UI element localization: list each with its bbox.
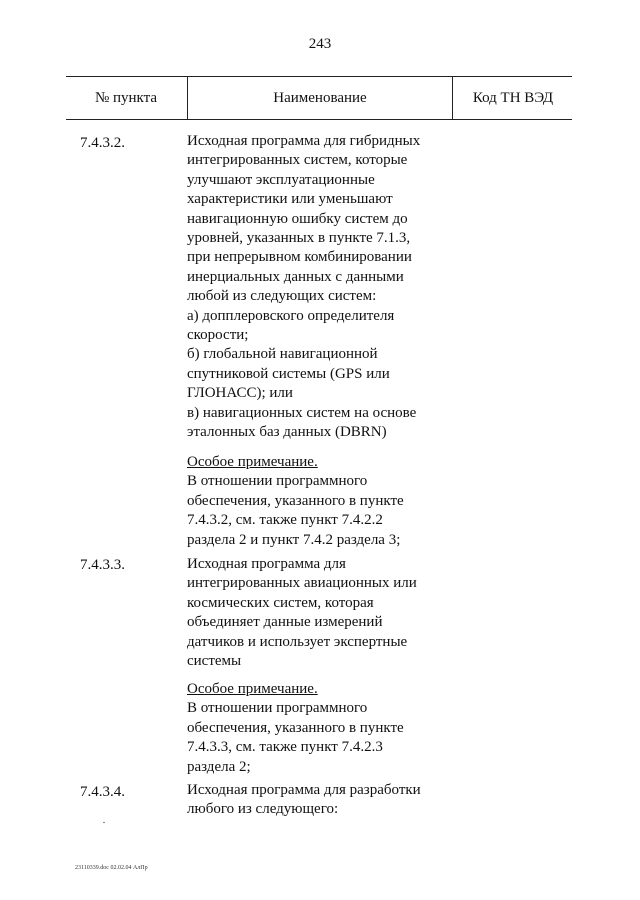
- special-note: [187, 680, 472, 777]
- note-line: раздела 2;: [187, 758, 251, 775]
- text-line: космических систем, которая: [187, 594, 374, 611]
- header-tnved-code: Код ТН ВЭД: [452, 77, 573, 119]
- text-line: инерциальных данных с данными: [187, 268, 404, 285]
- header-item-number: № пункта: [94, 90, 158, 106]
- scan-speck: [103, 822, 105, 823]
- entry-description: [187, 132, 472, 443]
- text-line: характеристики или уменьшают: [187, 191, 393, 208]
- text-line: системы: [187, 653, 242, 670]
- text-line: спутниковой системы (GPS или: [187, 365, 390, 382]
- text-line: интегрированных авиационных или: [187, 575, 417, 592]
- text-line: датчиков и использует экспертные: [187, 633, 408, 650]
- entry-number: 7.4.3.4.: [80, 784, 125, 800]
- text-line: навигационную ошибку систем до: [187, 210, 408, 227]
- page-number: 243: [308, 36, 332, 52]
- text-line: интегрированных систем, которые: [187, 152, 408, 169]
- text-line: в) навигационных систем на основе: [187, 404, 417, 421]
- text-line: Исходная программа для гибридных: [187, 133, 421, 149]
- special-note: [187, 453, 472, 550]
- text-line: а) допплеровского определителя: [187, 307, 395, 324]
- text-line: скорости;: [187, 327, 249, 344]
- text-line: объединяет данные измерений: [187, 614, 383, 631]
- entry-description: [187, 781, 472, 820]
- text-line: Исходная программа для разработки: [187, 782, 421, 798]
- text-line: любой из следующих систем:: [187, 288, 377, 305]
- text-line: уровней, указанных в пункте 7.1.3,: [187, 230, 411, 247]
- text-line: эталонных баз данных (DBRN): [187, 424, 387, 441]
- entry-number: 7.4.3.2.: [80, 135, 125, 151]
- header-name: Наименование: [187, 77, 452, 119]
- footer-doc-code: 23110339.doc 02.02.04 АлПр: [75, 865, 148, 871]
- note-line: 7.4.3.3, см. также пункт 7.4.2.3: [187, 739, 383, 756]
- table-header: [66, 76, 572, 120]
- entry-description: [187, 555, 472, 671]
- note-title: Особое примечание.: [187, 681, 318, 697]
- text-line: при непрерывном комбинировании: [187, 249, 412, 266]
- note-title: Особое примечание.: [187, 454, 318, 470]
- note-line: В отношении программного: [187, 700, 368, 717]
- text-line: Исходная программа для: [187, 556, 346, 572]
- text-line: любого из следующего:: [187, 801, 339, 818]
- note-line: обеспечения, указанного в пункте: [187, 492, 404, 509]
- entry-number: 7.4.3.3.: [80, 557, 125, 573]
- text-line: ГЛОНАСС); или: [187, 385, 293, 402]
- note-line: раздела 2 и пункт 7.4.2 раздела 3;: [187, 531, 401, 548]
- text-line: б) глобальной навигационной: [187, 346, 378, 363]
- text-line: улучшают эксплуатационные: [187, 171, 375, 188]
- note-line: В отношении программного: [187, 473, 368, 490]
- note-line: обеспечения, указанного в пункте: [187, 719, 404, 736]
- note-line: 7.4.3.2, см. также пункт 7.4.2.2: [187, 512, 383, 529]
